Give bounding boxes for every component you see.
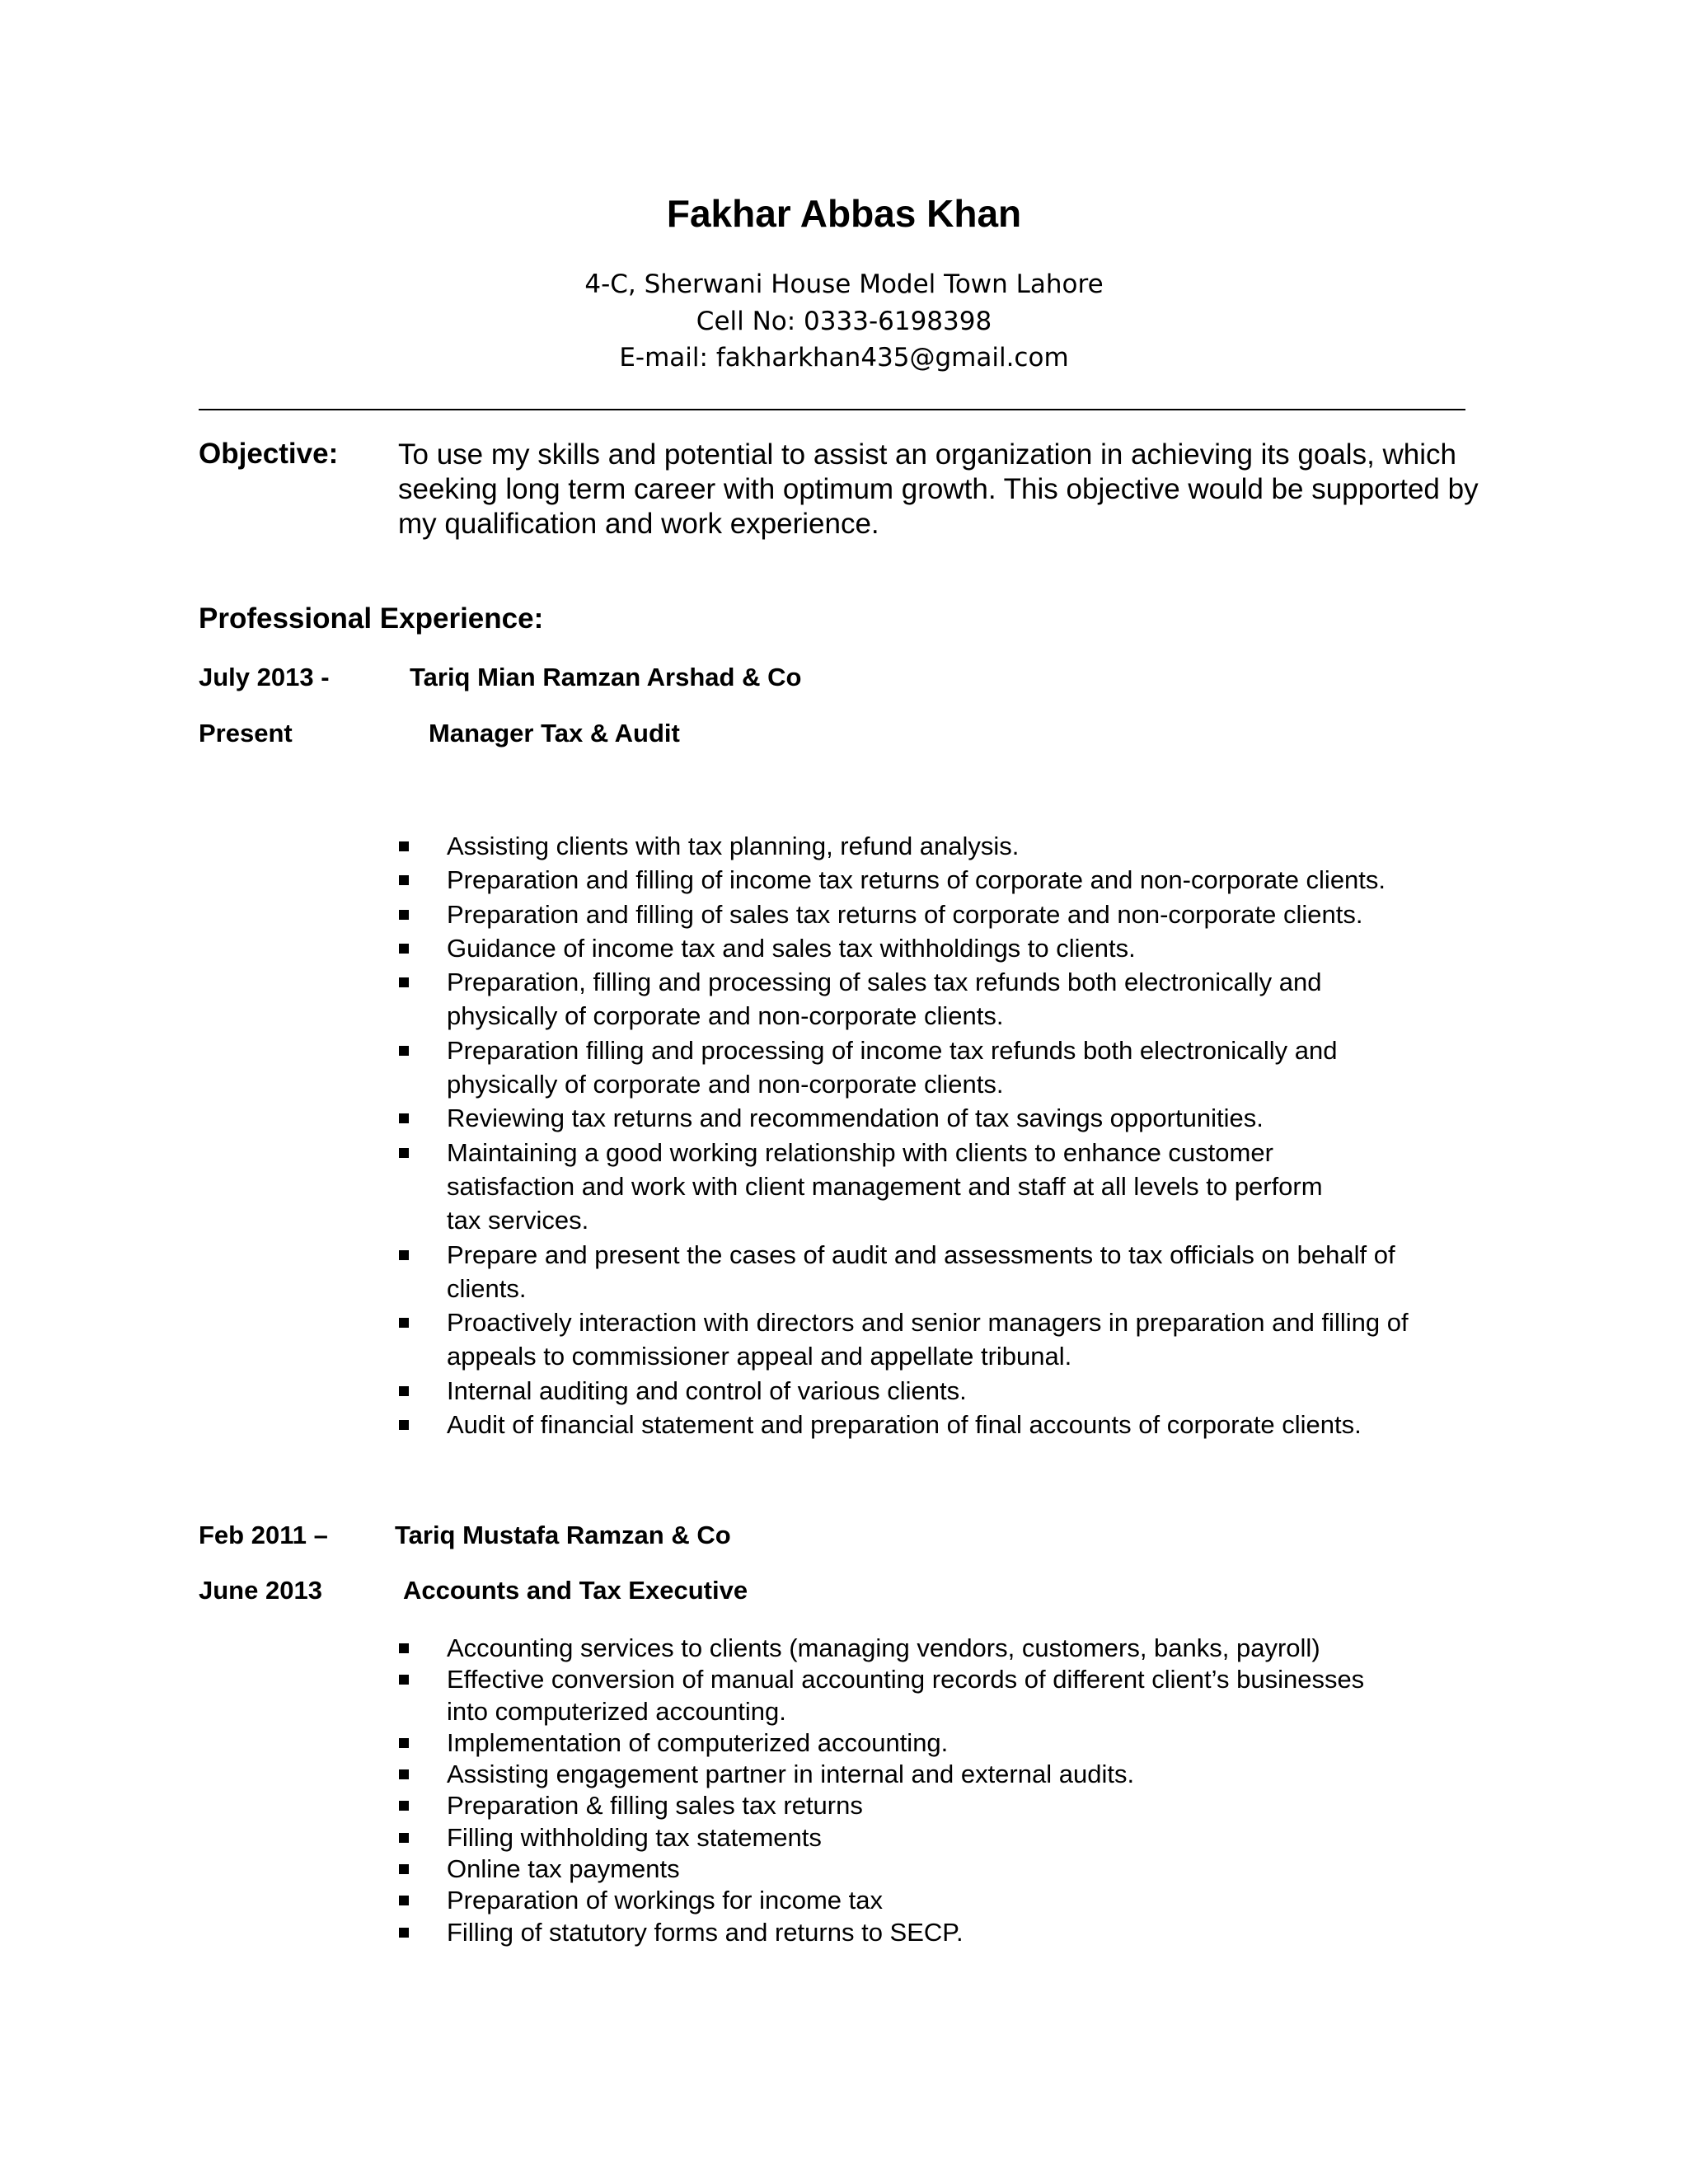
duty-text: Maintaining a good working relationship with clients to enhance customer satisfaction and work with client management and staff at all levels to perform tax services. <box>447 1137 1323 1235</box>
duty-text: Filling withholding tax statements <box>447 1822 822 1852</box>
duty-text: Preparation filling and processing of income tax refunds both electronically and physically of corporate and non-corporate clients. <box>447 1035 1338 1099</box>
bullet-square-icon <box>399 1386 409 1396</box>
job1-duties-list <box>397 829 1502 1441</box>
duty-text: Reviewing tax returns and recommendation of tax savings opportunities. <box>447 1104 1264 1133</box>
duty-item <box>397 1408 1502 1441</box>
duty-text: Preparation and filling of income tax returns of corporate and non-corporate clients. <box>447 865 1386 895</box>
job2-date-end: June 2013 <box>199 1576 322 1605</box>
bullet-square-icon <box>399 1928 409 1938</box>
duty-text: Internal auditing and control of various clients. <box>447 1376 967 1405</box>
duty-text: Accounting services to clients (managing vendors, customers, banks, payroll) <box>447 1633 1320 1662</box>
duty-item <box>397 1759 1502 1790</box>
job2-company: Tariq Mustafa Ramzan & Co <box>395 1521 731 1549</box>
duty-item <box>397 1136 1502 1238</box>
bullet-square-icon <box>399 1643 409 1653</box>
job2-date-start: Feb 2011 – <box>199 1521 328 1549</box>
bullet-square-icon <box>399 910 409 920</box>
duty-item <box>397 1101 1502 1135</box>
address: 4-C, Sherwani House Model Town Lahore <box>584 269 1104 299</box>
duty-item <box>397 898 1502 931</box>
experience-heading: Professional Experience: <box>199 602 544 635</box>
duty-item <box>397 1633 1502 1664</box>
duty-item <box>397 931 1502 965</box>
duty-text: Guidance of income tax and sales tax withholdings to clients. <box>447 933 1136 963</box>
job1-title: Manager Tax & Audit <box>429 719 680 748</box>
bullet-square-icon <box>399 1420 409 1430</box>
cell-number: Cell No: 0333-6198398 <box>696 307 992 336</box>
bullet-square-icon <box>399 1769 409 1779</box>
duty-text: Online tax payments <box>447 1854 680 1884</box>
bullet-square-icon <box>399 977 409 987</box>
duty-text: Preparation and filling of sales tax returns of corporate and non-corporate clients. <box>447 899 1363 929</box>
duty-text: Proactively interaction with directors and senior managers in preparation and filling of appeals to commissioner appeal and appellate tribunal. <box>447 1308 1409 1371</box>
duty-text: Preparation & filling sales tax returns <box>447 1791 863 1821</box>
bullet-square-icon <box>399 841 409 851</box>
bullet-square-icon <box>399 1250 409 1260</box>
duty-item <box>397 1238 1502 1306</box>
bullet-square-icon <box>399 1046 409 1056</box>
bullet-square-icon <box>399 1675 409 1685</box>
duty-text: Assisting clients with tax planning, refund analysis. <box>447 832 1020 860</box>
bullet-square-icon <box>399 1113 409 1123</box>
job2-title: Accounts and Tax Executive <box>403 1576 748 1605</box>
duty-text: Implementation of computerized accounting. <box>447 1727 949 1757</box>
duty-item <box>397 1374 1502 1408</box>
duty-item <box>397 1790 1502 1821</box>
duty-item <box>397 1033 1502 1102</box>
bullet-square-icon <box>399 1896 409 1905</box>
bullet-square-icon <box>399 944 409 954</box>
duty-item <box>397 1727 1502 1759</box>
header-divider <box>199 409 1465 410</box>
bullet-square-icon <box>399 1833 409 1843</box>
objective-label: Objective: <box>199 438 339 470</box>
duty-text: Prepare and present the cases of audit and assessments to tax officials on behalf of clients. <box>447 1240 1395 1303</box>
bullet-square-icon <box>399 1864 409 1874</box>
bullet-square-icon <box>399 875 409 885</box>
duty-item <box>397 1885 1502 1916</box>
email: E-mail: fakharkhan435@gmail.com <box>619 343 1069 373</box>
duty-item <box>397 1917 1502 1948</box>
candidate-name: Fakhar Abbas Khan <box>666 192 1022 235</box>
duty-item <box>397 965 1502 1033</box>
job2-duties-list <box>397 1633 1502 1948</box>
bullet-square-icon <box>399 1801 409 1811</box>
duty-item <box>397 863 1502 897</box>
duty-item <box>397 1854 1502 1885</box>
duty-item <box>397 1664 1502 1727</box>
duty-item <box>397 1822 1502 1854</box>
duty-item <box>397 1305 1502 1374</box>
job1-company: Tariq Mian Ramzan Arshad & Co <box>410 663 802 691</box>
duty-text: Preparation, filling and processing of sales tax refunds both electronically and physically of corporate and non-corporate clients. <box>447 968 1322 1031</box>
duty-text: Filling of statutory forms and returns to SECP. <box>447 1917 964 1947</box>
bullet-square-icon <box>399 1148 409 1158</box>
duty-text: Preparation of workings for income tax <box>447 1886 883 1915</box>
bullet-square-icon <box>399 1318 409 1328</box>
job1-date-start: July 2013 - <box>199 663 330 691</box>
objective-text: To use my skills and potential to assist an organization in achieving its goals, which seeking long term career with optimum growth. This objective would be supported by my qualification and work experience. <box>398 438 1479 540</box>
duty-text: Effective conversion of manual accounting records of different client’s businesses into computerized accounting. <box>447 1665 1365 1726</box>
duty-text: Audit of financial statement and preparation of final accounts of corporate clients. <box>447 1410 1362 1440</box>
duty-item <box>397 829 1502 863</box>
duty-text: Assisting engagement partner in internal and external audits. <box>447 1760 1135 1789</box>
job1-date-end: Present <box>199 719 293 748</box>
bullet-square-icon <box>399 1738 409 1748</box>
